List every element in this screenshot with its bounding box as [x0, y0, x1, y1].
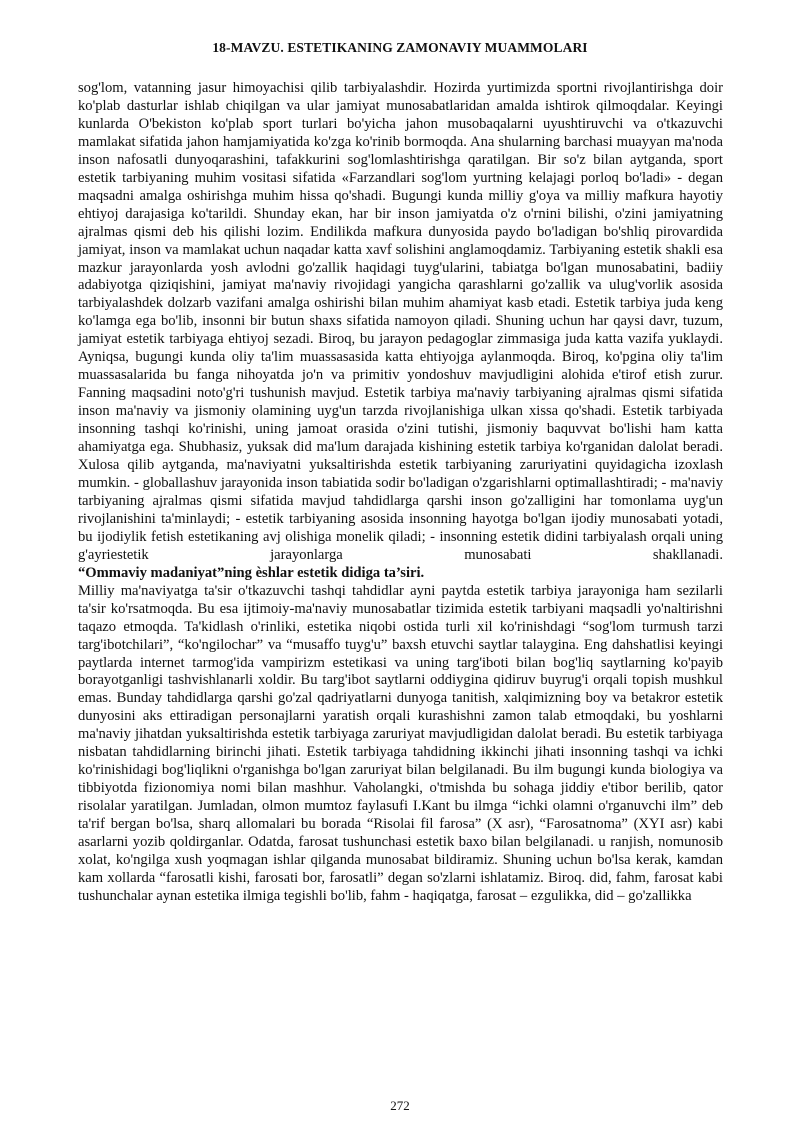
running-title: 18-MAVZU. ESTETIKANING ZAMONAVIY MUAMMOLARI — [212, 40, 588, 55]
page-number: 272 — [390, 1098, 410, 1113]
section-heading: “Ommaviy madaniyat”ning èshlar estetik didiga ta’siri. — [78, 564, 425, 581]
paragraph-1: sog'lom, vatanning jasur himoyachisi qilib tarbiyalashdir. Hozirda yurtimizda sportni rivojlantirishga doir ko'plab dasturlar ishlab chiqilgan va ular jamiyat munosabatlaridan amalda ishtirok qilmoqdalar. Keyingi kunlarda O'bekiston ko'plab sport turlari bo'yicha jahon musobaqalarni uyushtiruvchi va o'tkazuvchi mamlakat sifatida jahon hamjamiyatida ko'zga ko'rinib bormoqda. Ana shularning barchasi muayyan ma'noda inson nafosatli dunyoqarashini, tafakkurini sog'lomlashtirishga qaratilgan. Bir so'z bilan aytganda, sport estetik tarbiyaning muhim vositasi sifatida «Farzandlari sog'lom yurtning kelajagi porloq bo'ladi» - degan maqsadni amalga oshirishga muhim hissa qo'shadi. Bugungi kunda milliy g'oya va milliy mafkura hayotiy ehtiyoj darajasiga ko'tarildi. Shunday ekan, har bir inson jamiyatda o'z o'rnini bilishi, o'zini jamiyatning ajralmas qismi deb his qilishi lozim. Endilikda mafkura dunyosida paydo bo'ladigan bo'shliq pirovardida jamiyat, inson va mamlakat uchun naqadar katta xavf solishini anglamoqdamiz. Tarbiyaning estetik shakli esa mazkur jarayonlarda yosh avlodni go'zallik haqidagi tuyg'ularini, tabiatga bo'lgan munosabatini, badiiy adabiyotga qiziqishini, jamiyat ma'naviy rivojidagi yangicha qarashlarni go'zallik va ulug'vorlik asosida tarbiyalashdek dolzarb vazifani amalga oshirishi bilan muhim ahamiyat kasb etadi. Estetik tarbiya juda keng ko'lamga ega bo'lib, insonni bir butun shaxs sifatida namoyon qiladi. Shuning uchun har qaysi davr, tuzum, jamiyat estetik tarbiyaga ehtiyoj sezadi. Biroq, bu jarayon pedagoglar zimmasiga juda katta vazifa yuklaydi. Ayniqsa, bugungi kunda oliy ta'lim muassasasida katta ehtiyojga aylanmoqda. Biroq, ko'pgina oliy ta'lim muassasalarida bu fanga nihoyatda jo'n va primitiv yondoshuv mavjudligini alohida e'tirof etish zurur. Fanning maqsadini noto'g'ri tushunish mavjud. Estetik tarbiya ma'naviy tarbiyaning ajralmas qismi sifatida inson ma'naviy va jismoniy olamining uyg'un tarzda rivojlanishiga ulkan xissa qo'shadi. Estetik tarbiyada insonning tashqi ko'rinishi, uning jamoat orasida o'zini tutishi, jismoniy baquvvat bo'lishi ham katta ahamiyatga ega. Shubhasiz, yuksak did ma'lum darajada kishining estetik tarbiya ko'rganidan dalolat beradi. Xulosa qilib aytganda, ma'naviyatni yuksaltirishda estetik tarbiyaning zaruriyatini quyidagicha izoxlash mumkin. - globallashuv jarayonida inson tabiatida sodir bo'ladigan o'zgarishlarni optimallashtiradi; - ma'naviy tarbiyaning ajralmas qismi sifatida mavjud tahdidlarga qarshi inson go'zalligini har tomonlama uyg'un rivojlanishini ta'minlaydi; - estetik tarbiyaning asosida insonning hayotga bo'lgan ijodiy munosabati yotadi, bu ijodiylik fetish estetikaning avj olishiga monelik qiladi; - insonning estetik didini tarbiyalash orqali uning g'ayriestetik jarayonlarga munosabati shakllanadi. — [78, 80, 723, 563]
main-text — [78, 80, 723, 906]
paragraph-2: Milliy ma'naviyatga ta'sir o'tkazuvchi tashqi tahdidlar ayni paytda estetik tarbiya jarayoniga ham sezilarli ta'sir ko'rsatmoqda. Bu esa ijtimoiy-ma'naviy munosabatlar tizimida estetik tarbiyani maqsadli yo'naltirishni taqazo etmoqda. Ta'kidlash o'rinliki, estetika niqobi ostida turli xil ko'rinishdagi “sog'lom turmush tarzi targ'ibotchilari”, “ko'ngilochar” va “musaffo tuyg'u” baxsh etuvchi saytlar talaygina. Eng dahshatlisi keyingi paytlarda internet tarmog'ida vampirizm estetikasi va uning targ'iboti bilan bog'liq saytlarning ko'payib borayotganligi tashvishlanarli xoldir. Bu targ'ibot saytlarni oddiygina qidiruv buyrug'i orqali topish mushkul emas. Bunday tahdidlarga qarshi go'zal qadriyatlarni dunyoga tanitish, xalqimizning boy va betakror estetik dunyosini aks ettiradigan personajlarni yaratish orqali kurashishni zamon talab etmoqdaki, bu yoshlarni ma'naviy jihatdan yuksaltirishda estetik tarbiyaga zaruriyat mavjudligidan dalolat beradi. Bu estetik tarbiyaga nisbatan tahdidlarning birinchi jihati. Estetik tarbiyaga tahdidning ikkinchi jihati insonning tashqi va ichki ko'rinishidagi bog'liqlikni o'rganishga bo'lgan zaruriyat bilan belgilanadi. Bu ilm bugungi kunda biologiya va tibbiyotda fizionomiya nomi bilan mashhur. Vaholangki, o'tmishda bu sohaga jiddiy e'tibor berilib, qator risolalar yaratilgan. Jumladan, olmon mumtoz faylasufi I.Kant bu ilmga “ichki olamni o'rganuvchi ilm” deb ta'rif bergan bo'lsa, sharq allomalari bu borada “Risolai fil farosa” (X asr), “Farosatnoma” (XYI asr) kabi asarlarni yozib qoldirganlar. Odatda, farosat tushunchasi estetik baxo bilan belgilanadi. u ranjish, nomunosib xolat, ko'ngilga xush yoqmagan ishlar qilganda munosabat bildiramiz. Shuning uchun bo'lsa kerak, kamdan kam xollarda “farosatli kishi, farosati bor, farosatli” degan so'zlarni ishlatamiz. Biroq. did, fahm, farosat kabi tushunchalar aynan estetika ilmiga tegishli bo'lib, fahm - haqiqatga, farosat – ezgulikka, did – go'zallikka — [78, 582, 723, 904]
